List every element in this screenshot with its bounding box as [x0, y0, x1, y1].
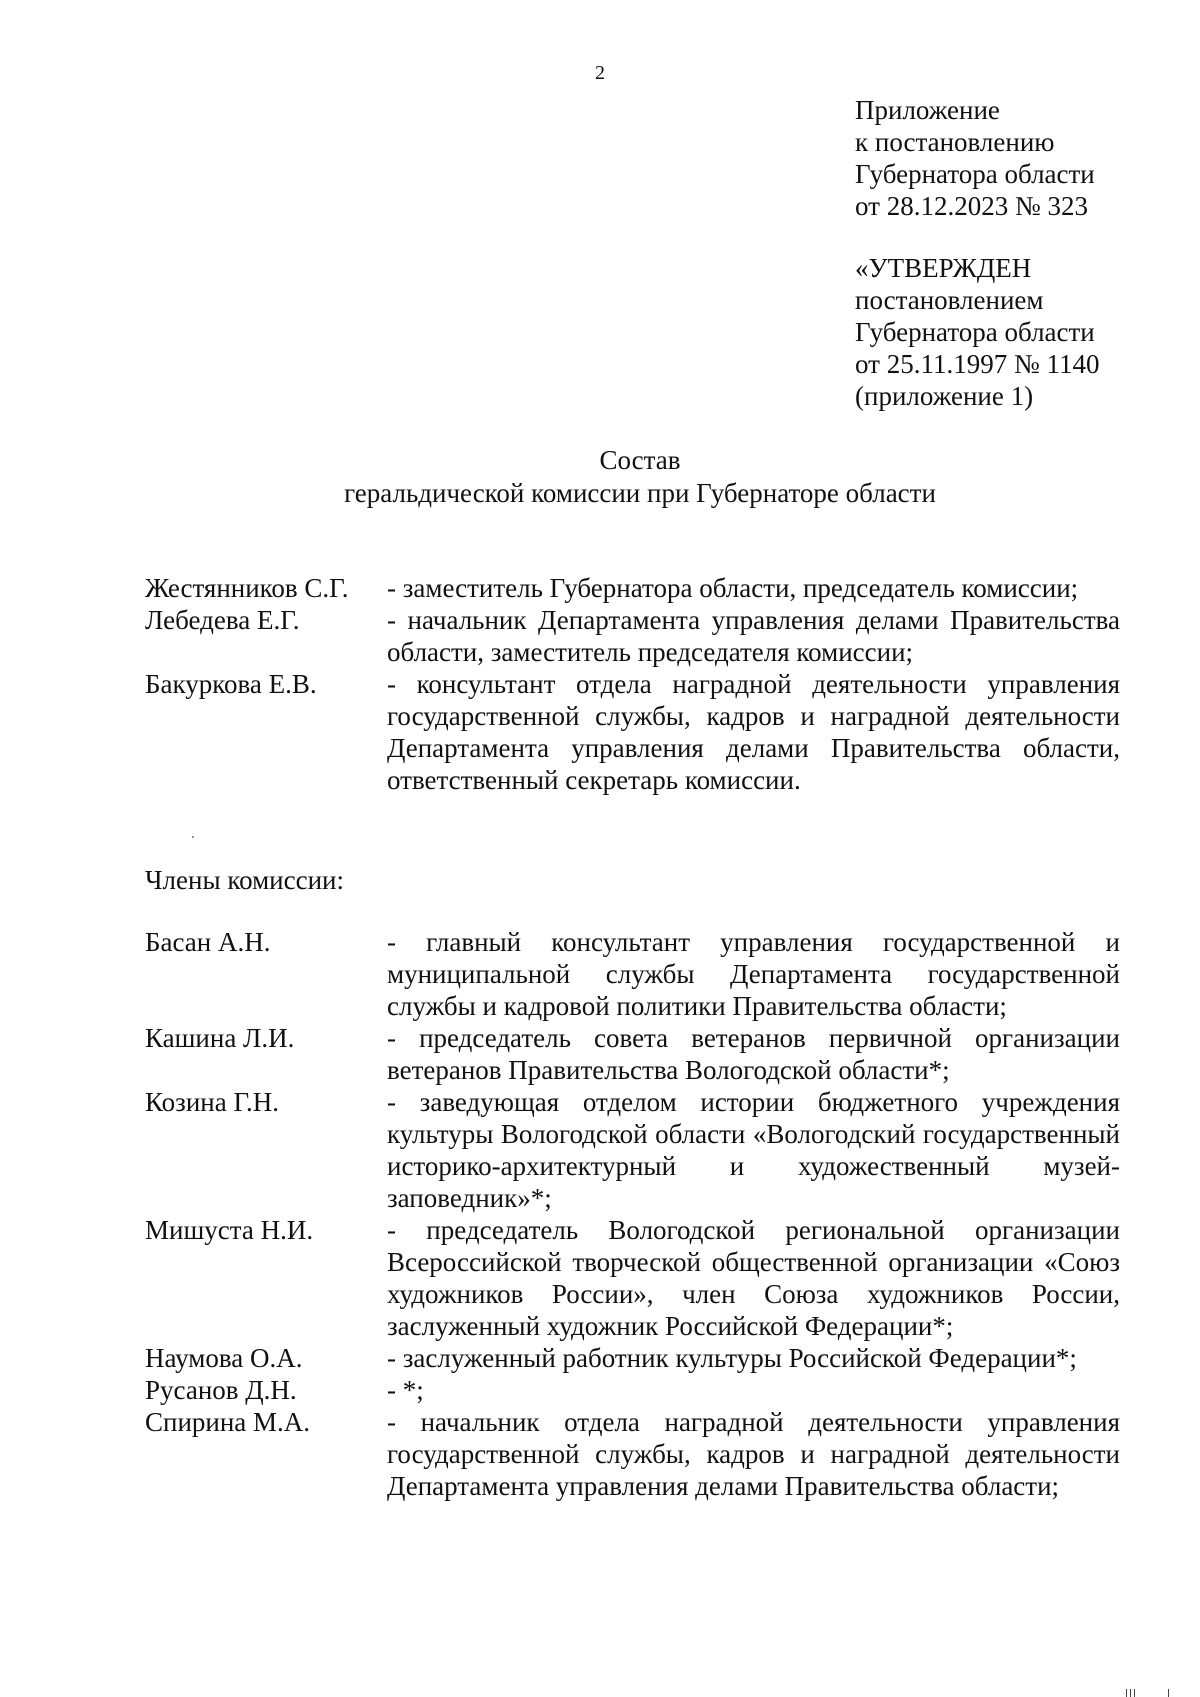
appendix-line: к постановлению — [855, 127, 1055, 157]
approval-line: (приложение 1) — [855, 381, 1034, 411]
member-row — [145, 1406, 1120, 1502]
member-row — [145, 1086, 1120, 1214]
scan-mark — [1130, 1689, 1131, 1697]
approval-line: постановлением — [855, 285, 1044, 315]
member-row — [145, 1022, 1120, 1086]
commission-members — [145, 926, 1120, 1502]
member-row — [145, 1214, 1120, 1342]
member-name: Наумова О.А. — [145, 1343, 303, 1373]
member-role: - начальник Департамента управления делами Правительства области, заместитель председателя комиссии; — [387, 605, 1120, 667]
member-role: - заведующая отделом истории бюджетного учреждения культуры Вологодской области «Вологодский государственный историко-архитектурный и художественный музей-заповедник»*; — [387, 1087, 1120, 1213]
member-row — [145, 572, 1120, 604]
member-name: Кашина Л.И. — [145, 1023, 295, 1053]
member-row — [145, 1342, 1120, 1374]
member-name: Басан А.Н. — [145, 927, 271, 957]
member-row — [145, 926, 1120, 1022]
appendix-heading — [855, 94, 1095, 222]
member-role: - председатель совета ветеранов первичной организации ветеранов Правительства Вологодской области*; — [387, 1023, 1120, 1085]
approval-line: от 25.11.1997 № 1140 — [855, 349, 1100, 379]
member-name: Русанов Д.Н. — [145, 1375, 297, 1405]
scan-speck — [192, 836, 194, 838]
member-row — [145, 668, 1120, 796]
appendix-line: от 28.12.2023 № 323 — [855, 191, 1088, 221]
member-role: - заместитель Губернатора области, председатель комиссии; — [387, 573, 1079, 603]
scan-mark — [1168, 1689, 1169, 1697]
title-line-1: Состав — [599, 445, 681, 475]
commission-leadership — [145, 572, 1120, 796]
member-name: Спирина М.А. — [145, 1407, 311, 1437]
member-name: Жестянников С.Г. — [145, 573, 349, 603]
approval-line: Губернатора области — [855, 317, 1095, 347]
page-number: 2 — [595, 62, 605, 84]
approval-line: «УТВЕРЖДЕН — [855, 253, 1032, 283]
member-name: Лебедева Е.Г. — [145, 605, 300, 635]
appendix-line: Губернатора области — [855, 159, 1095, 189]
member-name: Мишуста Н.И. — [145, 1215, 314, 1245]
member-role: - *; — [387, 1375, 424, 1405]
title-line-2: геральдической комиссии при Губернаторе области — [344, 478, 936, 508]
scan-mark — [1126, 1689, 1127, 1697]
scan-edge-marks — [1120, 1687, 1180, 1697]
member-role: - заслуженный работник культуры Российской Федерации*; — [387, 1343, 1077, 1373]
document-title — [0, 444, 1200, 510]
member-row — [145, 604, 1120, 668]
member-role: - главный консультант управления государственной и муниципальной службы Департамента государственной службы и кадровой политики Правительства области; — [387, 927, 1120, 1021]
member-role: - начальник отдела наградной деятельности управления государственной службы, кадров и наградной деятельности Департамента управления делами Правительства области; — [387, 1407, 1120, 1501]
member-name: Козина Г.Н. — [145, 1087, 280, 1117]
member-role: - консультант отдела наградной деятельности управления государственной службы, кадров и наградной деятельности Департамента управления делами Правительства области, ответственный секретарь комиссии. — [387, 669, 1120, 795]
appendix-line: Приложение — [855, 95, 1000, 125]
member-role: - председатель Вологодской региональной организации Всероссийской творческой общественной организации «Союз художников России», член Союза художников России, заслуженный художник Российской Федерации*; — [387, 1215, 1120, 1341]
approval-stamp — [855, 252, 1099, 412]
member-row — [145, 1374, 1120, 1406]
members-section-label: Члены комиссии: — [145, 865, 344, 895]
member-name: Бакуркова Е.В. — [145, 669, 317, 699]
scan-mark — [1134, 1689, 1135, 1697]
